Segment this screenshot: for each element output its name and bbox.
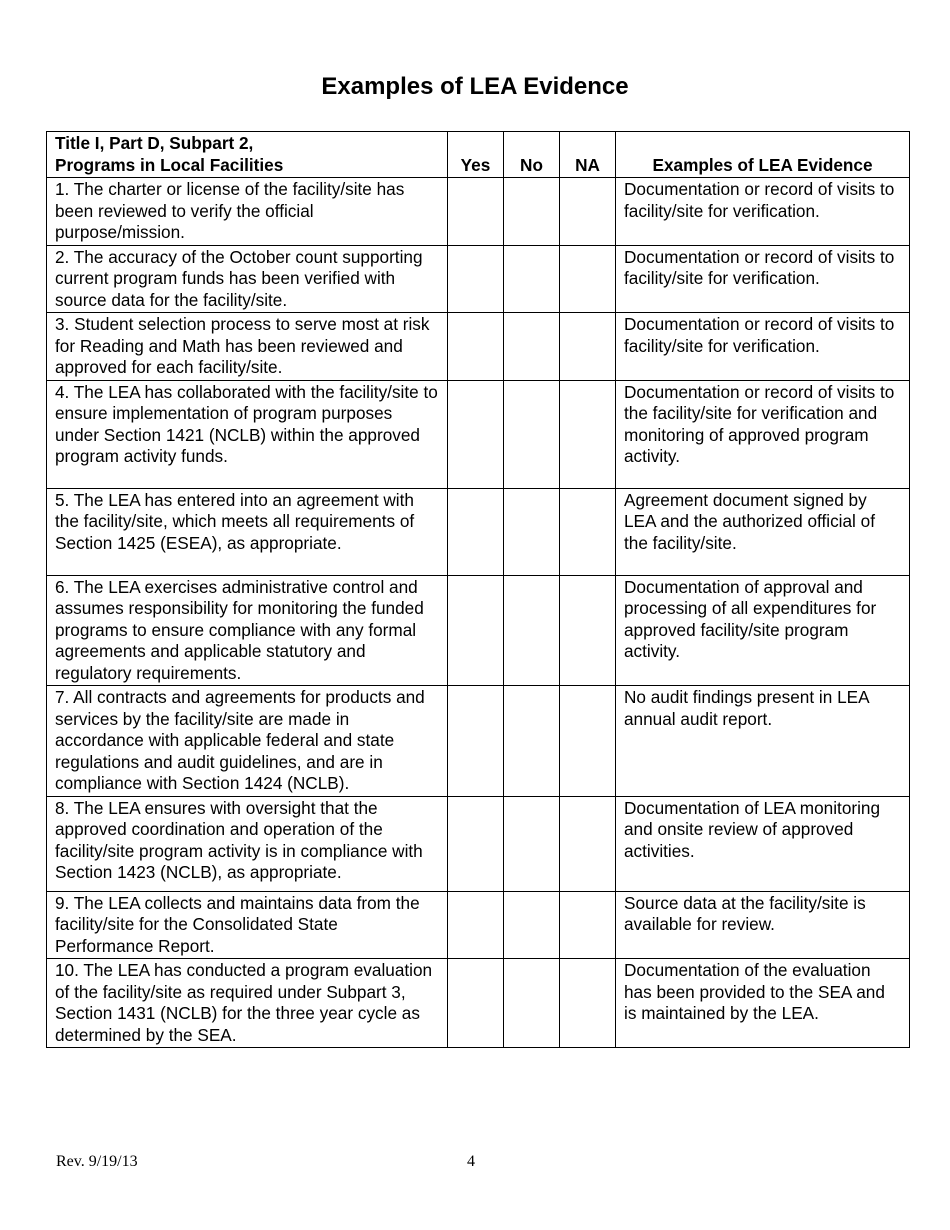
requirement-cell: 7. All contracts and agreements for products and services by the facility/site are made in accordance with applicable federal and state regulations and audit guidelines, and are in compliance with Section 1424 (NCLB).: [47, 686, 448, 797]
yes-cell[interactable]: [448, 891, 504, 959]
header-requirement-line2: Programs in Local Facilities: [55, 154, 284, 175]
footer-revision: Rev. 9/19/13: [56, 1153, 138, 1170]
no-cell[interactable]: [504, 313, 560, 381]
table-row: [47, 959, 910, 1048]
table-row: [47, 686, 910, 797]
header-yes: Yes: [448, 132, 504, 178]
requirement-cell: 9. The LEA collects and maintains data from the facility/site for the Consolidated State Performance Report.: [47, 891, 448, 959]
no-cell[interactable]: [504, 488, 560, 575]
page-title: Examples of LEA Evidence: [321, 73, 629, 100]
yes-cell[interactable]: [448, 959, 504, 1048]
header-evidence: Examples of LEA Evidence: [616, 132, 910, 178]
requirement-cell: 5. The LEA has entered into an agreement with the facility/site, which meets all requirements of Section 1425 (ESEA), as appropriate.: [47, 488, 448, 575]
table-row: [47, 380, 910, 488]
na-cell[interactable]: [560, 313, 616, 381]
yes-cell[interactable]: [448, 686, 504, 797]
table-header-row: [47, 132, 910, 178]
yes-cell[interactable]: [448, 488, 504, 575]
footer-page-number: 4: [467, 1153, 475, 1170]
requirement-cell: 2. The accuracy of the October count supporting current program funds has been verified with source data for the facility/site.: [47, 245, 448, 313]
yes-cell[interactable]: [448, 178, 504, 246]
requirement-cell: 6. The LEA exercises administrative control and assumes responsibility for monitoring the funded programs to ensure compliance with any formal agreements and applicable statutory and regulatory requirements.: [47, 575, 448, 686]
na-cell[interactable]: [560, 178, 616, 246]
header-no: No: [504, 132, 560, 178]
yes-cell[interactable]: [448, 245, 504, 313]
na-cell[interactable]: [560, 575, 616, 686]
no-cell[interactable]: [504, 891, 560, 959]
requirement-cell: 3. Student selection process to serve most at risk for Reading and Math has been reviewed and approved for each facility/site.: [47, 313, 448, 381]
no-cell[interactable]: [504, 245, 560, 313]
table-row: [47, 245, 910, 313]
evidence-cell: Documentation of approval and processing of all expenditures for approved facility/site program activity.: [616, 575, 910, 686]
requirement-cell: 4. The LEA has collaborated with the facility/site to ensure implementation of program purposes under Section 1421 (NCLB) within the approved program activity funds.: [47, 380, 448, 488]
header-requirement: [47, 132, 448, 178]
evidence-cell: Documentation or record of visits to facility/site for verification.: [616, 178, 910, 246]
header-na: NA: [560, 132, 616, 178]
na-cell[interactable]: [560, 796, 616, 891]
no-cell[interactable]: [504, 796, 560, 891]
no-cell[interactable]: [504, 380, 560, 488]
table-row: [47, 178, 910, 246]
na-cell[interactable]: [560, 380, 616, 488]
table-row: [47, 313, 910, 381]
no-cell[interactable]: [504, 575, 560, 686]
header-requirement-line1: Title I, Part D, Subpart 2,: [55, 133, 254, 153]
yes-cell[interactable]: [448, 380, 504, 488]
requirement-cell: 10. The LEA has conducted a program evaluation of the facility/site as required under Subpart 3, Section 1431 (NCLB) for the three year cycle as determined by the SEA.: [47, 959, 448, 1048]
na-cell[interactable]: [560, 245, 616, 313]
evidence-cell: Documentation or record of visits to facility/site for verification.: [616, 313, 910, 381]
evidence-table: [46, 131, 910, 1048]
requirement-cell: 8. The LEA ensures with oversight that the approved coordination and operation of the facility/site program activity is in compliance with Section 1423 (NCLB), as appropriate.: [47, 796, 448, 891]
evidence-cell: Documentation or record of visits to the facility/site for verification and monitoring of approved program activity.: [616, 380, 910, 488]
evidence-cell: Documentation of the evaluation has been provided to the SEA and is maintained by the LEA.: [616, 959, 910, 1048]
yes-cell[interactable]: [448, 796, 504, 891]
na-cell[interactable]: [560, 686, 616, 797]
evidence-cell: Documentation of LEA monitoring and onsite review of approved activities.: [616, 796, 910, 891]
no-cell[interactable]: [504, 178, 560, 246]
evidence-cell: Agreement document signed by LEA and the authorized official of the facility/site.: [616, 488, 910, 575]
no-cell[interactable]: [504, 959, 560, 1048]
evidence-cell: No audit findings present in LEA annual audit report.: [616, 686, 910, 797]
yes-cell[interactable]: [448, 313, 504, 381]
yes-cell[interactable]: [448, 575, 504, 686]
table-row: [47, 575, 910, 686]
na-cell[interactable]: [560, 959, 616, 1048]
no-cell[interactable]: [504, 686, 560, 797]
requirement-cell: 1. The charter or license of the facility/site has been reviewed to verify the official purpose/mission.: [47, 178, 448, 246]
evidence-cell: Documentation or record of visits to facility/site for verification.: [616, 245, 910, 313]
na-cell[interactable]: [560, 891, 616, 959]
table-row: [47, 891, 910, 959]
table-row: [47, 796, 910, 891]
table-row: [47, 488, 910, 575]
na-cell[interactable]: [560, 488, 616, 575]
evidence-cell: Source data at the facility/site is available for review.: [616, 891, 910, 959]
